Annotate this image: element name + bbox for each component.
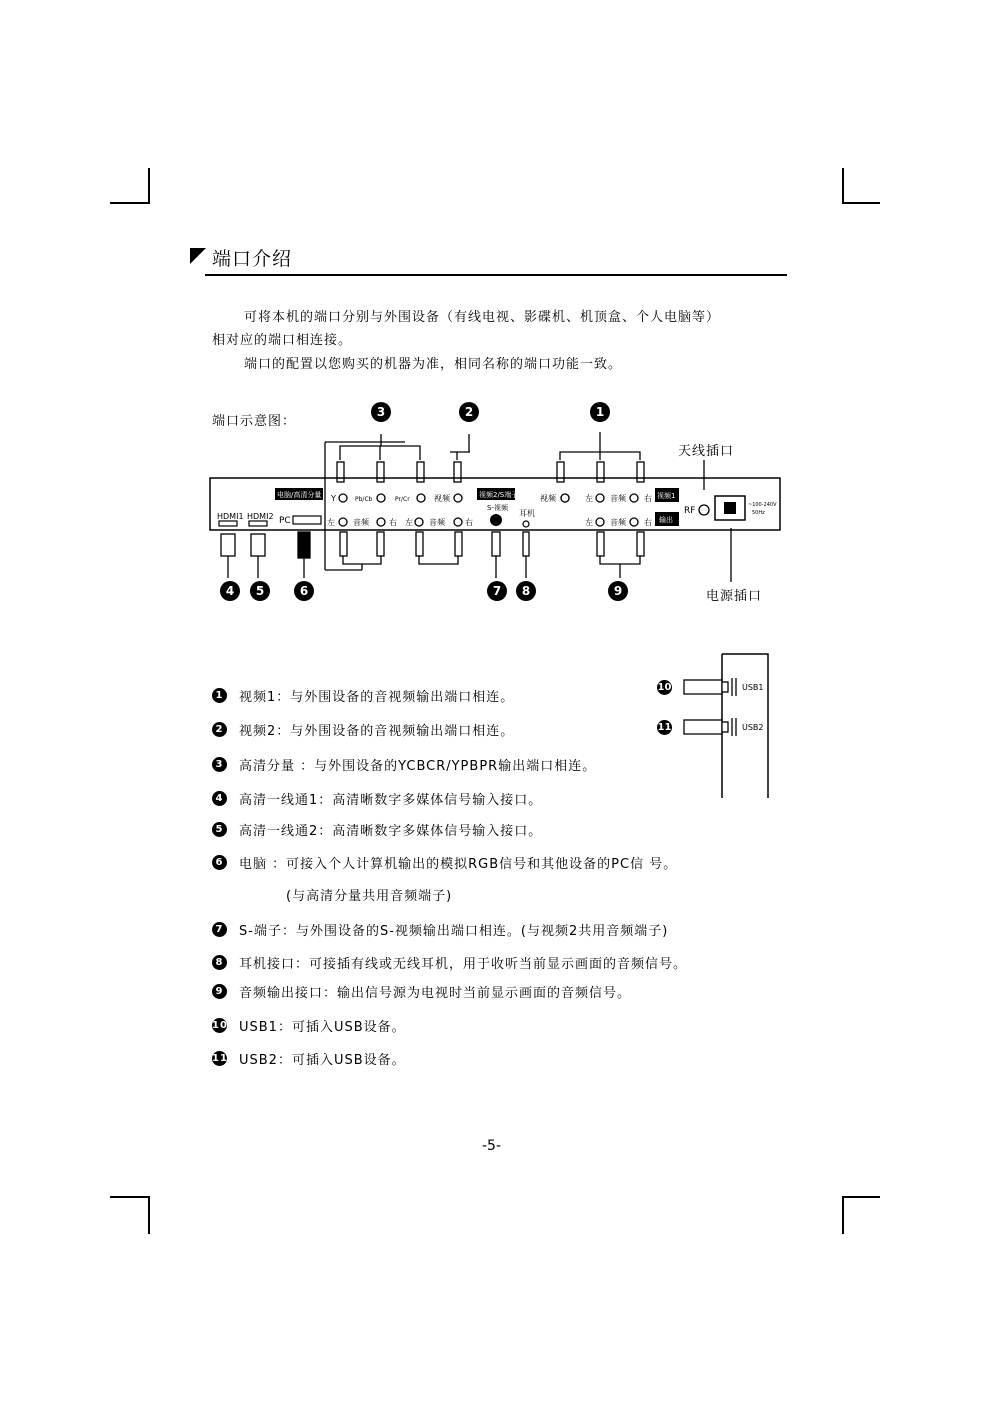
output-box-label: 输出 [659,516,673,524]
crop-mark-bottom-left-v [148,1196,150,1234]
audio-left-label-1: 左 [327,518,335,527]
crop-mark-bottom-right-v [842,1196,844,1234]
section-title-rule [205,274,787,276]
s-video-label: S-视频 [487,504,508,512]
video1-left-label: 左 [585,494,593,503]
s-video-port [490,514,502,526]
callout-8: 8 [516,581,536,601]
earphone-label: 耳机 [519,509,535,518]
item-bullet: 1 [212,688,227,703]
item-bullet: 9 [212,984,227,999]
callout-6: 6 [294,581,314,601]
output-right-label: 右 [644,518,652,527]
pc-group-label: 电脑/高清分量 [277,491,322,499]
item-bullet: 7 [212,922,227,937]
item-text: 高清分量 ：与外围设备的YCBCR/YPBPR输出端口相连。 [239,759,597,774]
intro-line-2: 相对应的端口相连接。 [212,333,353,348]
callout-5: 5 [250,581,270,601]
callout-7: 7 [487,581,507,601]
video2-s-label: 视频2/S端子 [479,491,519,499]
item-text: 视频2：与外围设备的音视频输出端口相连。 [239,724,515,739]
callout-leaders-bottom [228,556,640,578]
list-item [212,686,514,705]
crop-mark-top-right-h [842,202,880,204]
rf-port [699,505,709,515]
list-item [212,755,596,774]
audio-label-2: 音频 [429,518,445,527]
callout-9: 9 [608,581,628,601]
item-text: 耳机接口：可接插有线或无线耳机，用于收听当前显示画面的音频信号。 [239,957,688,972]
audio-label-1: 音频 [353,518,369,527]
vga-port [293,516,321,524]
section-title-marker [190,248,206,264]
antenna-label: 天线插口 [678,444,735,459]
item-bullet: 4 [212,791,227,806]
item-bullet: 2 [212,722,227,737]
usb1-connector [684,678,736,696]
item-text: (与高清分量共用音频端子) [286,889,453,904]
output-left-label: 左 [585,518,593,527]
pb-label: Pb/Cb [355,496,373,503]
item-bullet: 10 [212,1020,228,1031]
output-audio-label: 音频 [610,518,626,527]
rf-label: RF [684,506,696,516]
item-text: 音频输出接口：输出信号源为电视时当前显示画面的音频信号。 [239,986,632,1001]
list-item [212,1049,406,1068]
power-label: 电源插口 [706,589,763,604]
list-item [212,982,631,1001]
bottom-plugs [221,532,644,558]
item-bullet: 11 [212,1053,228,1064]
video1-box-label: 视频1 [657,492,676,500]
y-label: Y [331,494,336,503]
item-bullet: 3 [212,757,227,772]
hdmi1-label: HDMI1 [217,512,244,521]
list-item [212,920,668,939]
usb1-callout: 10 [657,682,672,693]
hdmi-ports [219,521,267,526]
item-text: 高清一线通2：高清晰数字多媒体信号输入接口。 [239,824,543,839]
crop-mark-top-left-h [110,202,150,204]
earphone-port [523,521,529,527]
callout-leaders-top [325,432,731,582]
list-item [212,720,514,739]
video1-row-label: 视频 [540,494,556,503]
usb2-callout: 11 [657,722,672,733]
usb2-connector [684,718,736,736]
list-item [212,853,677,872]
callout-2: 2 [459,402,479,422]
list-item [212,1016,406,1035]
item-bullet: 5 [212,822,227,837]
crop-mark-bottom-left-h [110,1196,150,1198]
list-item [212,789,542,808]
page-number: -5- [482,1138,502,1154]
power-spec-2: 50Hz [752,510,765,516]
item-text: USB1：可插入USB设备。 [239,1020,406,1035]
crop-mark-top-right-v [842,168,844,204]
hdmi2-label: HDMI2 [247,512,274,521]
usb2-label: USB2 [742,723,764,732]
diagram-caption: 端口示意图： [212,414,297,429]
usb1-label: USB1 [742,683,764,692]
item-bullet: 6 [212,855,227,870]
crop-mark-bottom-right-h [842,1196,880,1198]
callout-4: 4 [220,581,240,601]
list-item-note [286,885,452,904]
section-title: 端口介绍 [212,248,293,270]
video2-label: 视频 [434,494,450,503]
audio-right-label-1: 右 [389,518,397,527]
video1-audio-label: 音频 [610,494,626,503]
item-bullet: 8 [212,955,227,970]
port-panel-diagram [200,420,800,590]
pc-label: PC [279,516,291,526]
power-spec-1: ~100-240V [748,502,777,508]
pr-label: Pr/Cr [395,496,410,503]
item-text: S-端子：与外围设备的S-视频输出端口相连。(与视频2共用音频端子) [239,924,669,939]
crop-mark-top-left-v [148,168,150,204]
audio-right-label-2: 右 [465,518,473,527]
video1-right-label: 右 [644,494,652,503]
item-text: USB2：可插入USB设备。 [239,1053,406,1068]
callout-3: 3 [371,402,391,422]
list-item [212,820,542,839]
intro-line-3: 端口的配置以您购买的机器为准，相同名称的端口功能一致。 [244,357,623,372]
callout-1: 1 [590,402,610,422]
list-item [212,953,687,972]
item-text: 视频1：与外围设备的音视频输出端口相连。 [239,690,515,705]
intro-line-1: 可将本机的端口分别与外围设备（有线电视、影碟机、机顶盒、个人电脑等） [244,310,721,325]
audio-left-label-2: 左 [405,518,413,527]
item-text: 电脑 ：可接入个人计算机输出的模拟RGB信号和其他设备的PC信 号。 [239,857,678,872]
top-connectors [337,462,644,482]
item-text: 高清一线通1：高清晰数字多媒体信号输入接口。 [239,793,543,808]
